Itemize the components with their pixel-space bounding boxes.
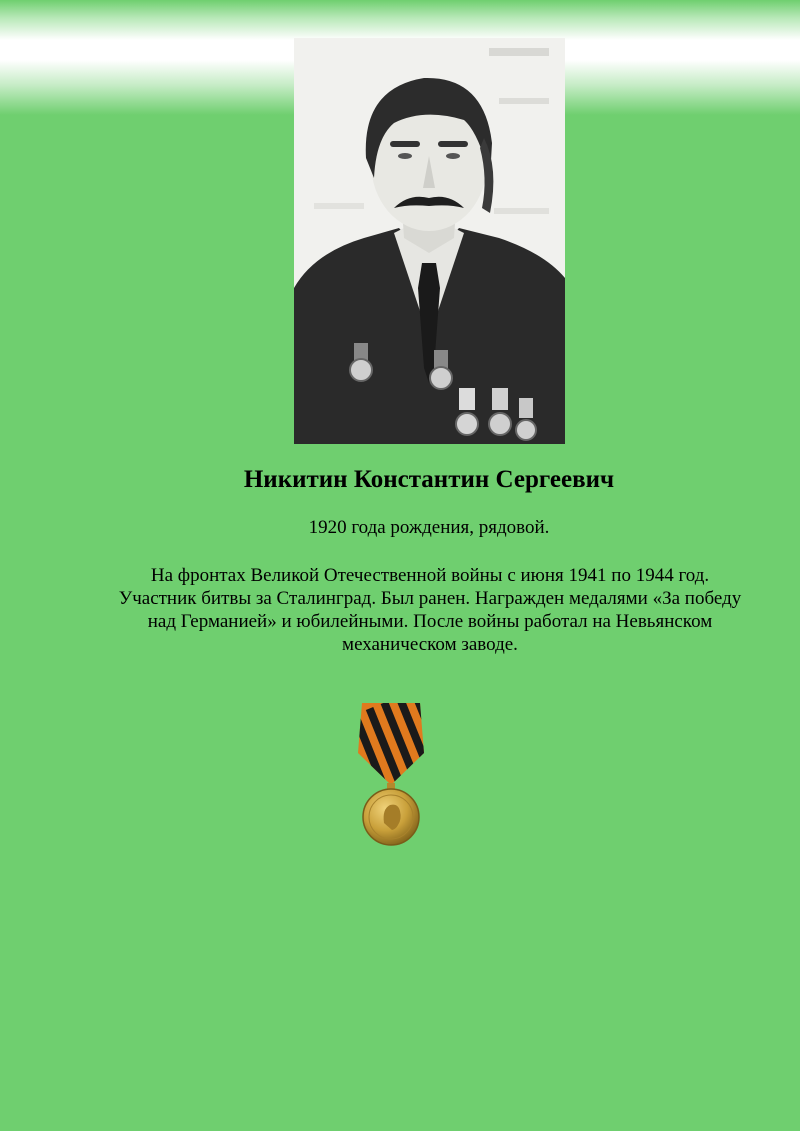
birth-info: 1920 года рождения, рядовой. [308, 517, 550, 538]
medal-icon [352, 703, 430, 851]
person-name: Никитин Константин Сергеевич [243, 466, 615, 493]
biography-text: На фронтах Великой Отечественной войны с июня 1941 по 1944 год. Участник битвы за Сталинград. Был ранен. Награжден медалями «За победу над Германией» и юбилейными. После войны работал на Невьянском механическом заводе. [118, 565, 742, 655]
portrait-photo [294, 38, 565, 444]
